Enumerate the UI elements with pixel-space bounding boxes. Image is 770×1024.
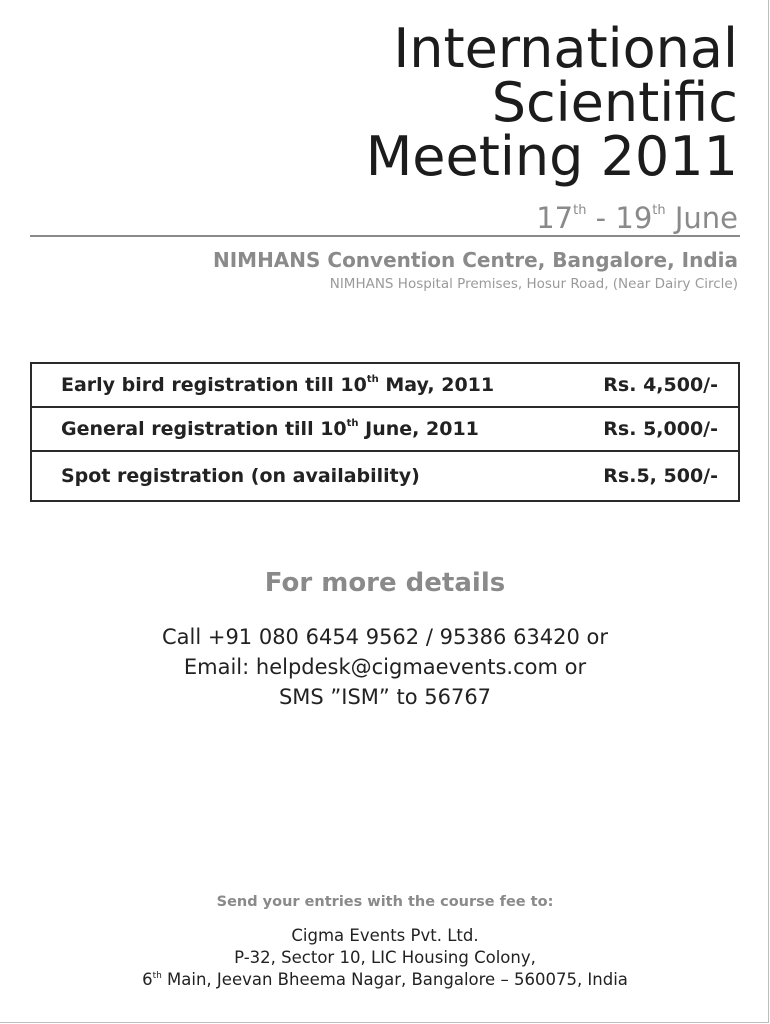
fee-label-text: Spot registration (on availability) xyxy=(61,465,420,487)
registration-fees-table xyxy=(30,362,740,502)
organizer-name: Cigma Events Pvt. Ltd. xyxy=(291,926,479,945)
fee-amount: Rs.5, 500/- xyxy=(603,465,718,487)
fee-label-suffix: th xyxy=(366,374,379,385)
fee-label-date: May, 2011 xyxy=(378,374,495,396)
fee-row-general xyxy=(32,408,738,452)
contact-email: Email: helpdesk@cigmaevents.com or xyxy=(183,655,587,679)
address-main-suffix: th xyxy=(152,971,162,981)
fee-label xyxy=(61,418,479,440)
contact-info xyxy=(0,622,770,712)
event-title xyxy=(178,17,738,188)
venue-address: NIMHANS Hospital Premises, Hosur Road, (Near Dairy Circle) xyxy=(329,276,738,292)
start-day: 17 xyxy=(536,201,574,235)
address-line-3 xyxy=(0,969,770,991)
contact-phone: Call +91 080 6454 9562 / 95386 63420 or xyxy=(161,625,609,649)
venue-name: NIMHANS Convention Centre, Bangalore, India xyxy=(212,248,738,272)
title-line-1: International xyxy=(393,17,738,80)
start-day-suffix: th xyxy=(573,203,587,218)
fee-row-spot xyxy=(32,452,738,500)
fee-label xyxy=(61,374,494,396)
fee-amount: Rs. 5,000/- xyxy=(603,418,718,440)
event-dates xyxy=(536,200,738,236)
fee-label-text: Early bird registration till 10 xyxy=(61,374,367,396)
fee-amount: Rs. 4,500/- xyxy=(603,374,718,396)
address-main-number: 6 xyxy=(142,970,153,989)
organizer-address xyxy=(0,925,770,991)
title-line-2: Scientific xyxy=(491,71,738,134)
title-line-3: Meeting 2011 xyxy=(365,125,738,188)
send-entries-heading: Send your entries with the course fee to: xyxy=(216,894,554,910)
end-day: 19 xyxy=(615,201,653,235)
address-main-rest: Main, Jeevan Bheema Nagar, Bangalore – 560075, India xyxy=(161,970,628,989)
event-month: June xyxy=(665,201,738,235)
address-line-2: P-32, Sector 10, LIC Housing Colony, xyxy=(234,948,536,967)
fee-label-date: June, 2011 xyxy=(358,418,479,440)
fee-label xyxy=(61,465,420,487)
contact-sms: SMS ”ISM” to 56767 xyxy=(278,685,492,709)
end-day-suffix: th xyxy=(652,203,666,218)
fee-row-early-bird xyxy=(32,364,738,408)
fee-label-suffix: th xyxy=(346,418,359,429)
details-heading: For more details xyxy=(264,568,506,598)
fee-label-text: General registration till 10 xyxy=(61,418,347,440)
date-separator: - xyxy=(586,201,616,235)
